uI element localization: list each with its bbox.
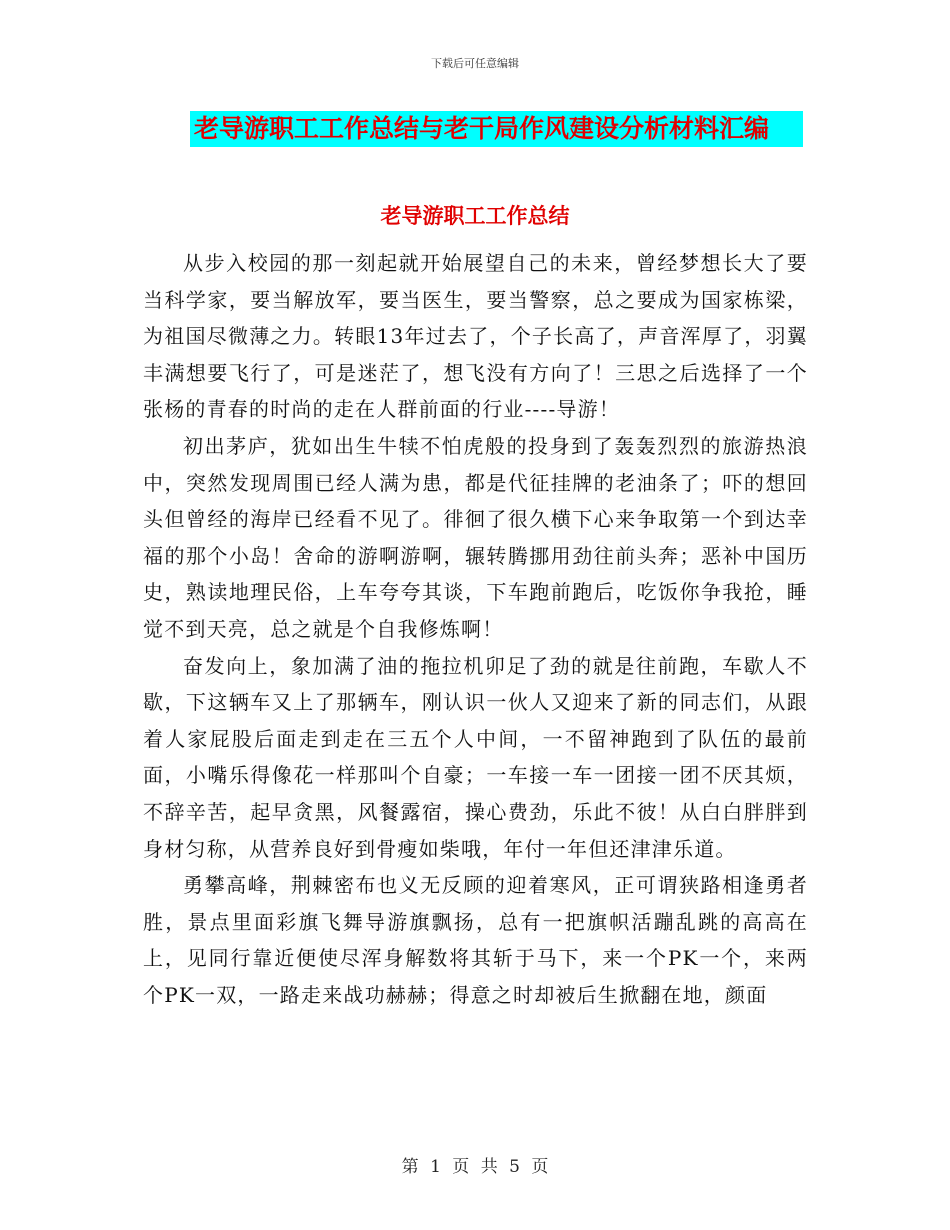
main-title: 老导游职工工作总结与老干局作风建设分析材料汇编 [190,111,803,147]
paragraph: 从步入校园的那一刻起就开始展望自己的未来，曾经梦想长大了要当科学家，要当解放军，要当医生，要当警察，总之要成为国家栋梁，为祖国尽微薄之力。转眼13年过去了，个子长高了，声音浑厚了，羽翼丰满想要飞行了，可是迷茫了，想飞没有方向了！三思之后选择了一个张杨的青春的时尚的走在人群前面的行业----导游！ [143,251,808,422]
paragraph: 奋发向上，象加满了油的拖拉机卯足了劲的就是往前跑，车歇人不歇，下这辆车又上了那辆车，刚认识一伙人又迎来了新的同志们，从跟着人家屁股后面走到走在三五个人中间，一不留神跑到了队伍的最前面，小嘴乐得像花一样那叫个自豪；一车接一车一团接一团不厌其烦，不辞辛苦，起早贪黑，风餐露宿，操心费劲，乐此不彼！从白白胖胖到身材匀称，从营养良好到骨瘦如柴哦，年付一年但还津津乐道。 [143,653,808,861]
page-number: 第 1 页 共 5 页 [401,1157,549,1177]
header-note: 下载后可任意编辑 [431,57,519,70]
paragraph: 勇攀高峰，荆棘密布也义无反顾的迎着寒风，正可谓狭路相逢勇者胜，景点里面彩旗飞舞导游旗飘扬，总有一把旗帜活蹦乱跳的高高在上，见同行靠近便使尽浑身解数将其斩于马下，来一个PK一个，来两个PK一双，一路走来战功赫赫；得意之时却被后生掀翻在地，颜面 [143,873,808,1007]
main-title-highlight [190,111,803,147]
section-title: 老导游职工工作总结 [380,204,570,228]
body-text [143,245,808,1013]
paragraph: 初出茅庐，犹如出生牛犊不怕虎般的投身到了轰轰烈烈的旅游热浪中，突然发现周围已经人满为患，都是代征挂牌的老油条了；吓的想回头但曾经的海岸已经看不见了。徘徊了很久横下心来争取第一个到达幸福的那个小岛！舍命的游啊游啊，辗转腾挪用劲往前头奔；恶补中国历史，熟读地理民俗，上车夸夸其谈，下车跑前跑后，吃饭你争我抢，睡觉不到天亮，总之就是个自我修炼啊！ [143,433,808,641]
